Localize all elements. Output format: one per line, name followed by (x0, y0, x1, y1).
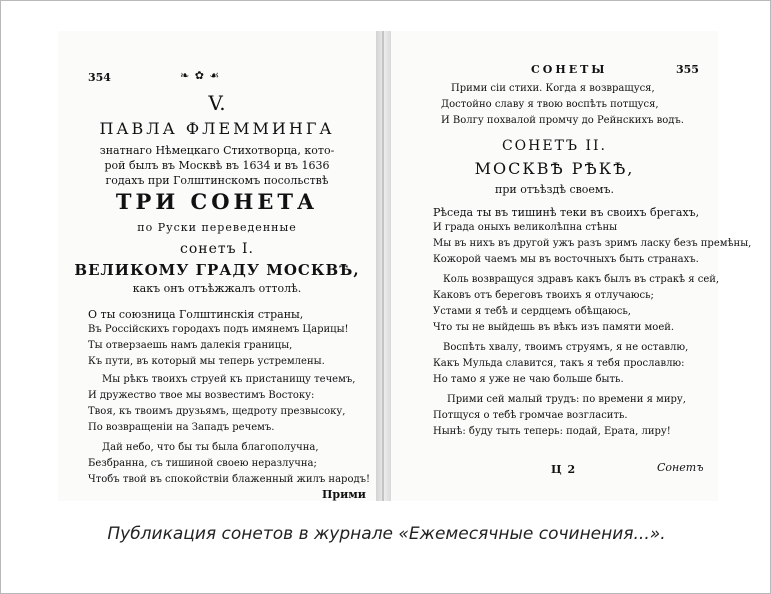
verse-line: Твоя, къ твоимъ друзьямъ, щедроту презвысоку, (88, 406, 346, 417)
book-gutter (376, 31, 391, 501)
verse-line: И Волгу похвалой промчу до Рейнскихъ водъ. (441, 115, 684, 126)
author-heading: ПАВЛА ФЛЕММИНГА (99, 119, 335, 138)
verse-line: Каковъ отъ береговъ твоихъ я отлучаюсь; (433, 290, 654, 301)
verse-line: Рѣседа ты въ тишинѣ теки въ своихъ брегахъ, (433, 206, 700, 219)
verse-line: Прими сіи стихи. Когда я возвращуся, (451, 83, 655, 94)
subtitle-line: рой былъ въ Москвѣ въ 1634 и въ 1636 (104, 159, 330, 172)
verse-line: Устами я тебѣ и сердцемъ обѣщаюсь, (433, 306, 631, 317)
right-page-number: 355 (676, 63, 699, 76)
dedication-sub: при отъѣздѣ своемъ. (495, 183, 614, 196)
verse-line: Воспѣть хвалу, твоимъ струямъ, я не оставлю, (443, 342, 689, 353)
verse-line: О ты союзница Голштинскія страны, (88, 308, 304, 321)
verse-line: По возвращеніи на Западъ речемъ. (88, 422, 275, 433)
verse-line: Но тамо я уже не чаю больше быть. (433, 374, 624, 385)
verse-line: И дружество твое мы возвестимъ Востоку: (88, 390, 315, 401)
running-head: СОНЕТЫ (531, 63, 608, 76)
verse-line: Дай небо, что бы ты была благополучна, (102, 442, 319, 453)
dedication: ВЕЛИКОМУ ГРАДУ МОСКВѢ, (74, 261, 360, 279)
verse-line: Мы рѣкъ твоихъ струей къ пристанищу течемъ, (102, 374, 356, 385)
sonnet-heading: СОНЕТЪ II. (501, 138, 608, 154)
verse-line: Что ты не выйдешь въ вѣкъ изъ памяти моей. (433, 322, 675, 333)
verse-line: Чтобъ твой въ спокойствіи блаженный жилъ народъ! (88, 474, 370, 485)
signature-mark: Ц 2 (551, 463, 577, 476)
verse-line: Въ Россійскихъ городахъ подъ имянемъ Царицы! (88, 324, 349, 335)
right-page (391, 31, 752, 501)
left-page (58, 31, 376, 501)
book-spread (58, 31, 752, 501)
verse-line: Достойно славу я твою воспѣть потщуся, (441, 99, 659, 110)
subtitle-line: годахъ при Голштинскомъ посольствѣ (105, 174, 329, 187)
verse-line: И града оныхъ великолѣпна стѣны (433, 222, 618, 233)
verse-line: Ты отверзаешь намъ далекія границы, (88, 340, 293, 351)
subtitle-line: знатнаго Нѣмецкаго Стихотворца, кото- (99, 144, 335, 157)
translated-note: по Руски переведенные (137, 221, 297, 234)
left-page-number: 354 (88, 71, 111, 84)
verse-line: Безбранна, съ тишиной своею неразлучна; (88, 458, 317, 469)
verse-line: Кожорой чаемъ мы въ восточныхъ быть странахъ. (433, 254, 699, 265)
catchword: Сонетъ (657, 461, 704, 474)
main-title: ТРИ СОНЕТА (115, 189, 319, 214)
verse-line: Къ пути, въ который мы теперь устремлены. (88, 356, 325, 367)
page-edge (382, 31, 384, 501)
verse-line: Коль возвращуся здравъ какъ былъ въ стракѣ я сей, (443, 274, 720, 285)
ornament: ❧ ✿ ☙ (180, 69, 221, 82)
section-number: V. (208, 91, 226, 115)
verse-line: Потщуся о тебѣ громчае возгласить. (433, 410, 628, 421)
verse-line: Нынѣ: буду тыть теперь: подай, Ерата, лиру! (433, 426, 671, 437)
dedication-sub: какъ онъ отъѣжжалъ оттолѣ. (132, 282, 302, 295)
catchword: Прими (322, 488, 366, 501)
verse-line: Мы въ нихъ въ другой ужъ разъ зримъ ласку безъ премѣны, (433, 238, 752, 249)
sonnet-heading: сонетъ I. (180, 241, 254, 257)
dedication: МОСКВѢ РѢКѢ, (474, 159, 635, 178)
verse-line: Какъ Мульда славится, такъ я тебя прославлю: (433, 358, 685, 369)
figure-caption: Публикация сонетов в журнале «Ежемесячные сочинения...». (107, 524, 666, 544)
verse-line: Прими сей малый трудъ: по времени я миру, (447, 394, 686, 405)
